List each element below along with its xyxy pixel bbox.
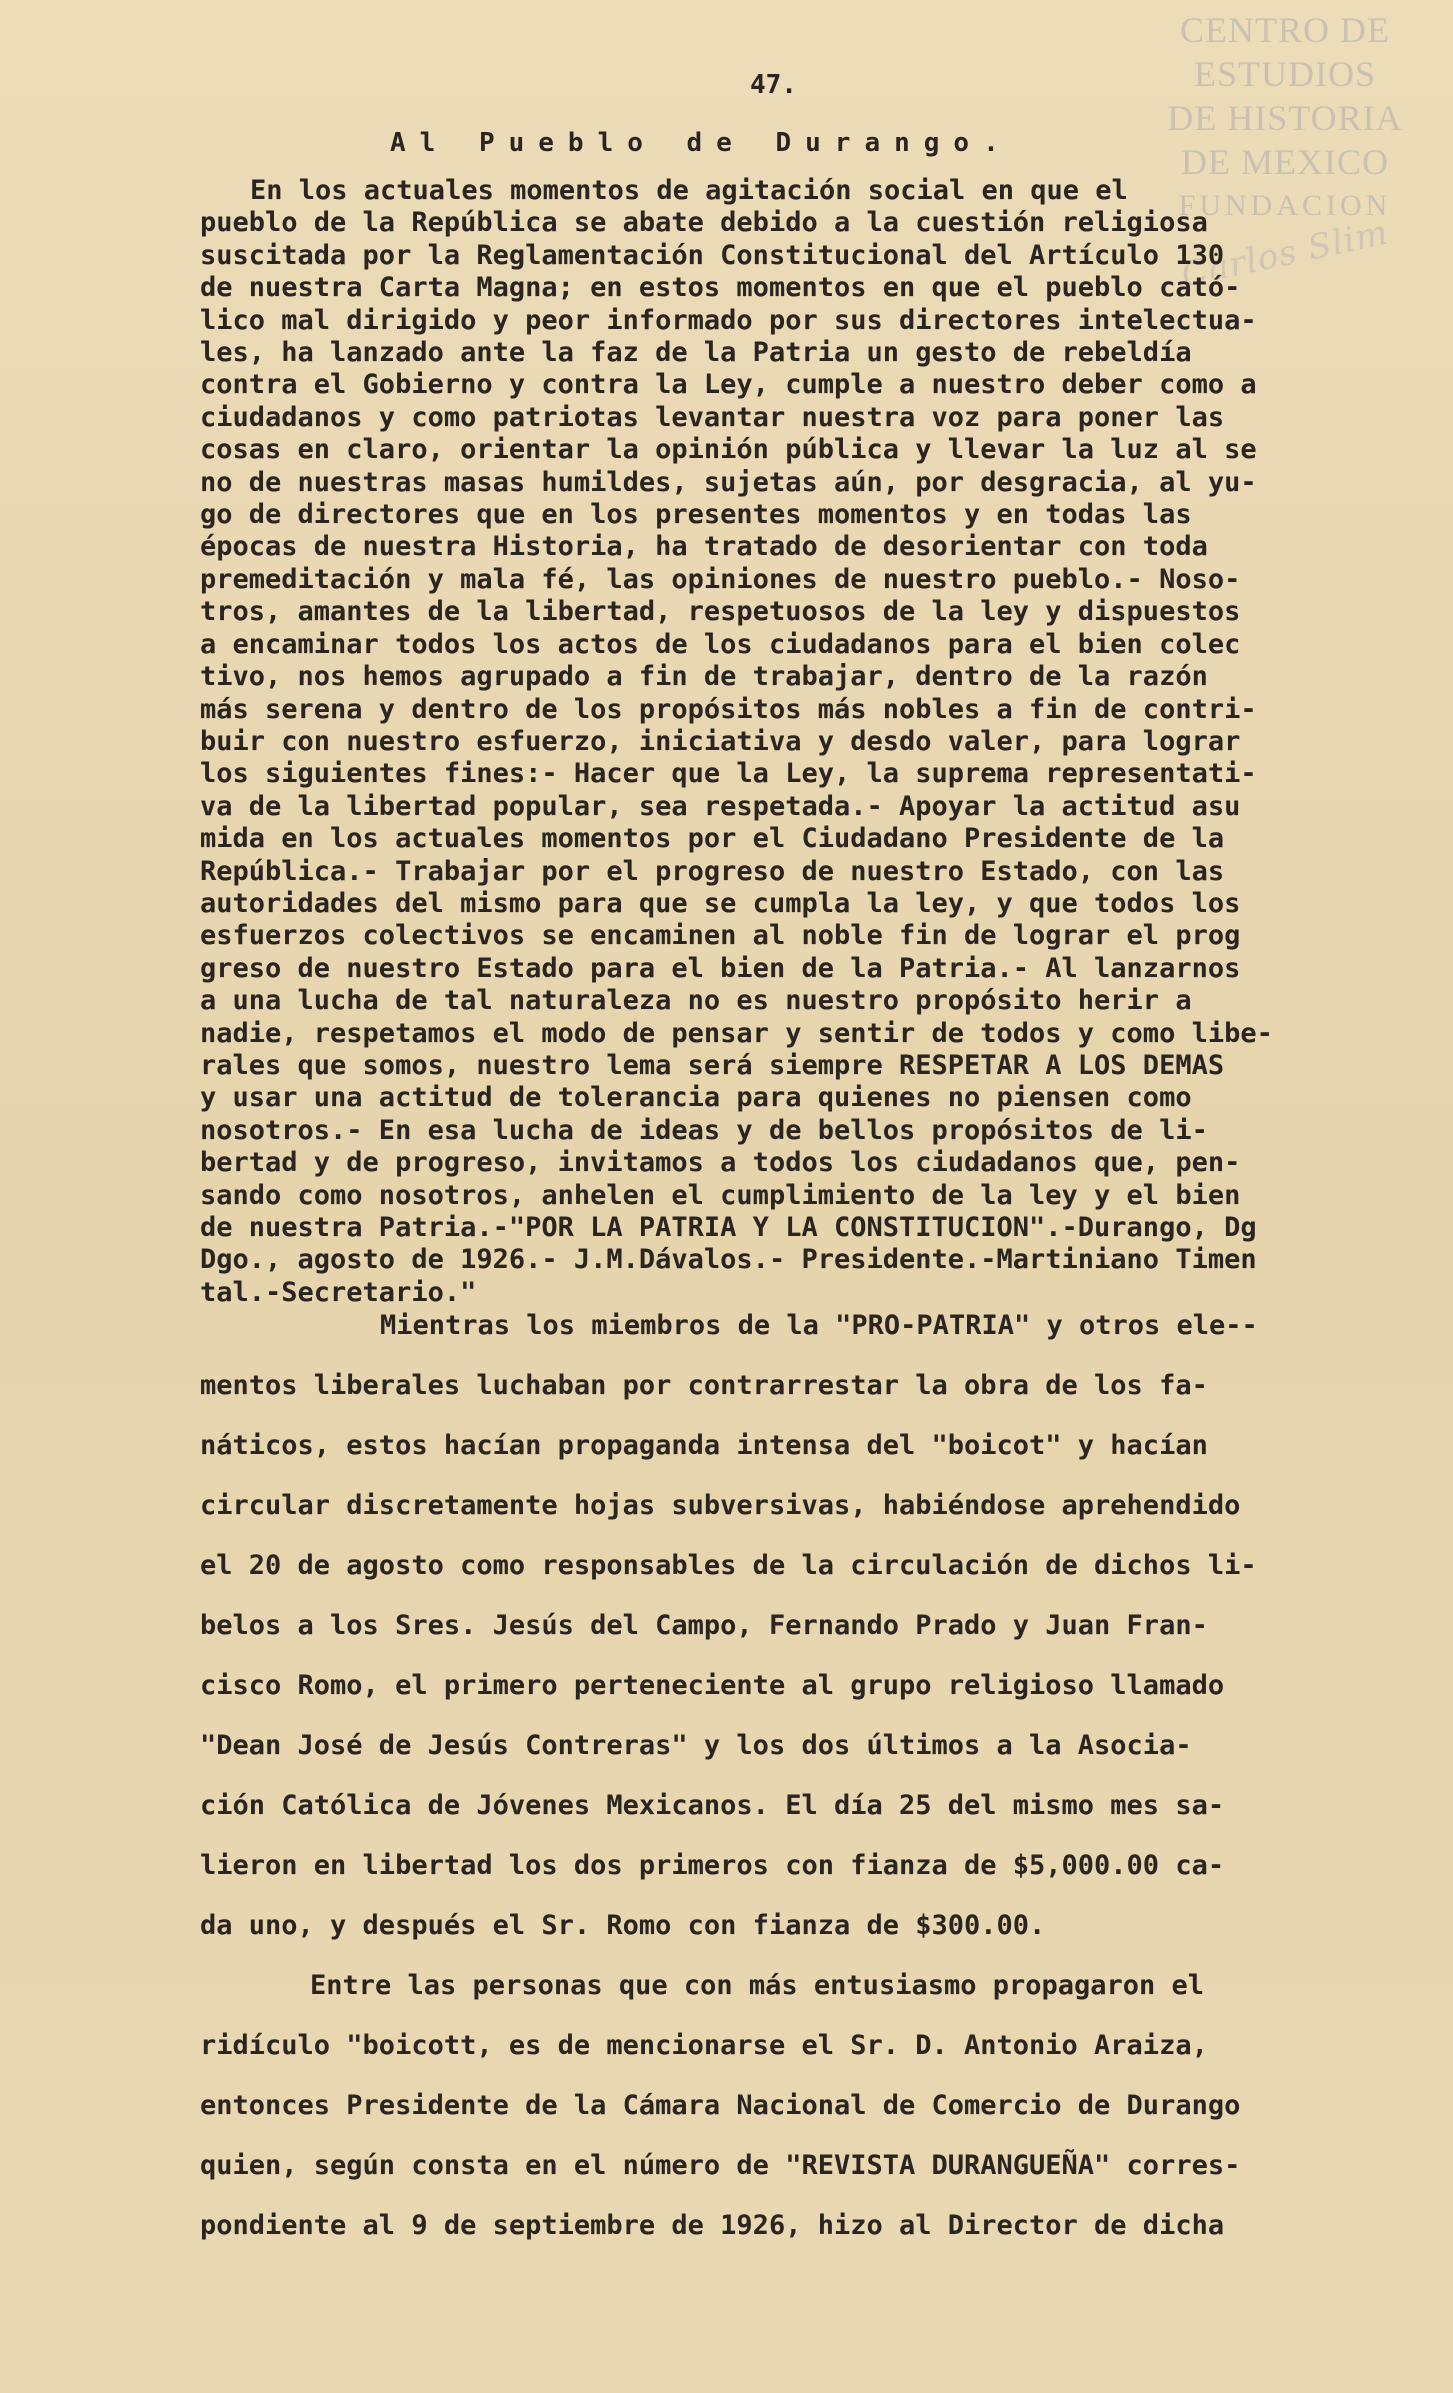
quote-line: a encaminar todos los actos de los ciudadanos para el bien colec [200, 628, 1241, 660]
quote-line: de nuestra Carta Magna; en estos momentos en que el pueblo cató- [200, 272, 1241, 304]
narrative-line: pondiente al 9 de septiembre de 1926, hizo al Director de dicha [200, 2210, 1225, 2241]
quote-line: épocas de nuestra Historia, ha tratado de desorientar con toda [200, 531, 1208, 563]
quote-line: República.- Trabajar por el progreso de nuestro Estado, con las [200, 855, 1225, 887]
quote-line: no de nuestras masas humildes, sujetas aún, por desgracia, al yu- [200, 466, 1257, 498]
narrative-line: "Dean José de Jesús Contreras" y los dos últimos a la Asocia- [200, 1730, 1192, 1761]
quote-line: rales que somos, nuestro lema será siempre RESPETAR A LOS DEMAS [200, 1049, 1225, 1081]
quote-line: nadie, respetamos el modo de pensar y sentir de todos y como libe- [200, 1017, 1273, 1049]
quote-line: cosas en claro, orientar la opinión pública y llevar la luz al se [200, 434, 1257, 466]
quote-line: a una lucha de tal naturaleza no es nuestro propósito herir a [200, 985, 1192, 1017]
narrative-line: ción Católica de Jóvenes Mexicanos. El día 25 del mismo mes sa- [200, 1790, 1225, 1821]
quote-line: y usar una actitud de tolerancia para quienes no piensen como [200, 1082, 1192, 1114]
narrative-line: el 20 de agosto como responsables de la circulación de dichos li- [200, 1550, 1257, 1581]
quote-line: En los actuales momentos de agitación social en que el [250, 175, 1128, 206]
quote-line: suscitada por la Reglamentación Constitucional del Artículo 130 [200, 239, 1225, 271]
quote-line: pueblo de la República se abate debido a la cuestión religiosa [200, 207, 1208, 239]
quote-line: los siguientes fines:- Hacer que la Ley, la suprema representati- [200, 758, 1257, 790]
watermark-line: DE HISTORIA [1167, 98, 1403, 138]
quote-line: de nuestra Patria.-"POR LA PATRIA Y LA CONSTITUCION".-Durango, Dg [200, 1212, 1257, 1243]
quote-line: sando como nosotros, anhelen el cumplimiento de la ley y el bien [200, 1179, 1241, 1211]
watermark-foundation: FUNDACION [1178, 189, 1392, 222]
quote-line: tal.-Secretario." [200, 1276, 477, 1308]
quote-line: nosotros.- En esa lucha de ideas y de bellos propósitos de li- [200, 1114, 1208, 1146]
quote-line: tivo, nos hemos agrupado a fin de trabajar, dentro de la razón [200, 661, 1208, 693]
quote-line: ciudadanos y como patriotas levantar nuestra voz para poner las [200, 401, 1225, 433]
quote-line: autoridades del mismo para que se cumpla la ley, y que todos los [200, 887, 1241, 919]
narrative-line: Entre las personas que con más entusiasmo propagaron el [310, 1970, 1205, 2001]
narrative-line: Mientras los miembros de la "PRO-PATRIA" y otros ele-- [380, 1310, 1258, 1341]
quote-line: contra el Gobierno y contra la Ley, cumple a nuestro deber como a [200, 369, 1257, 401]
watermark-line: ESTUDIOS [1193, 54, 1376, 94]
narrative-line: lieron en libertad los dos primeros con fianza de $5,000.00 ca- [200, 1850, 1225, 1881]
address-title: Al Pueblo de Durango. [390, 128, 1013, 158]
narrative-line: náticos, estos hacían propaganda intensa del "boicot" y hacían [200, 1430, 1208, 1461]
quote-line: go de directores que en los presentes momentos y en todas las [200, 499, 1192, 531]
watermark-line: DE MEXICO [1181, 142, 1389, 182]
narrative-line: ridículo "boicott, es de mencionarse el Sr. D. Antonio Araiza, [200, 2030, 1208, 2061]
narrative-line: da uno, y después el Sr. Romo con fianza de $300.00. [200, 1910, 1046, 1941]
watermark-signature: Carlos Slim [1177, 212, 1393, 296]
quote-line: esfuerzos colectivos se encaminen al noble fin de lograr el prog [200, 920, 1241, 952]
quote-line: lico mal dirigido y peor informado por sus directores intelectua- [200, 304, 1257, 336]
quote-line: premeditación y mala fé, las opiniones de nuestro pueblo.- Noso- [200, 563, 1241, 595]
narrative-text [200, 1296, 1430, 2256]
quote-line: bertad y de progreso, invitamos a todos los ciudadanos que, pen- [200, 1147, 1241, 1179]
narrative-line: entonces Presidente de la Cámara Nacional de Comercio de Durango [200, 2090, 1241, 2121]
narrative-line: belos a los Sres. Jesús del Campo, Fernando Prado y Juan Fran- [200, 1610, 1208, 1641]
quote-line: más serena y dentro de los propósitos más nobles a fin de contri- [200, 693, 1257, 725]
quote-line: les, ha lanzado ante la faz de la Patria un gesto de rebeldía [200, 337, 1192, 369]
narrative-line: mentos liberales luchaban por contrarrestar la obra de los fa- [200, 1370, 1208, 1401]
narrative-line: circular discretamente hojas subversivas, habiéndose aprehendido [200, 1490, 1241, 1521]
manifesto-quote [200, 175, 1430, 1309]
quote-line: Dgo., agosto de 1926.- J.M.Dávalos.- Presidente.-Martiniano Timen [200, 1244, 1257, 1276]
quote-line: tros, amantes de la libertad, respetuosos de la ley y dispuestos [200, 596, 1241, 628]
quote-line: mida en los actuales momentos por el Ciudadano Presidente de la [200, 823, 1225, 855]
narrative-line: cisco Romo, el primero perteneciente al grupo religioso llamado [200, 1670, 1225, 1701]
narrative-line: quien, según consta en el número de "REVISTA DURANGUEÑA" corres- [200, 2150, 1241, 2181]
page-number: 47. [750, 70, 797, 100]
watermark-line: CENTRO DE [1180, 10, 1390, 50]
quote-line: greso de nuestro Estado para el bien de la Patria.- Al lanzarnos [200, 952, 1241, 984]
quote-line: buir con nuestro esfuerzo, iniciativa y desdo valer, para lograr [200, 725, 1241, 757]
quote-line: va de la libertad popular, sea respetada.- Apoyar la actitud asu [200, 790, 1241, 822]
